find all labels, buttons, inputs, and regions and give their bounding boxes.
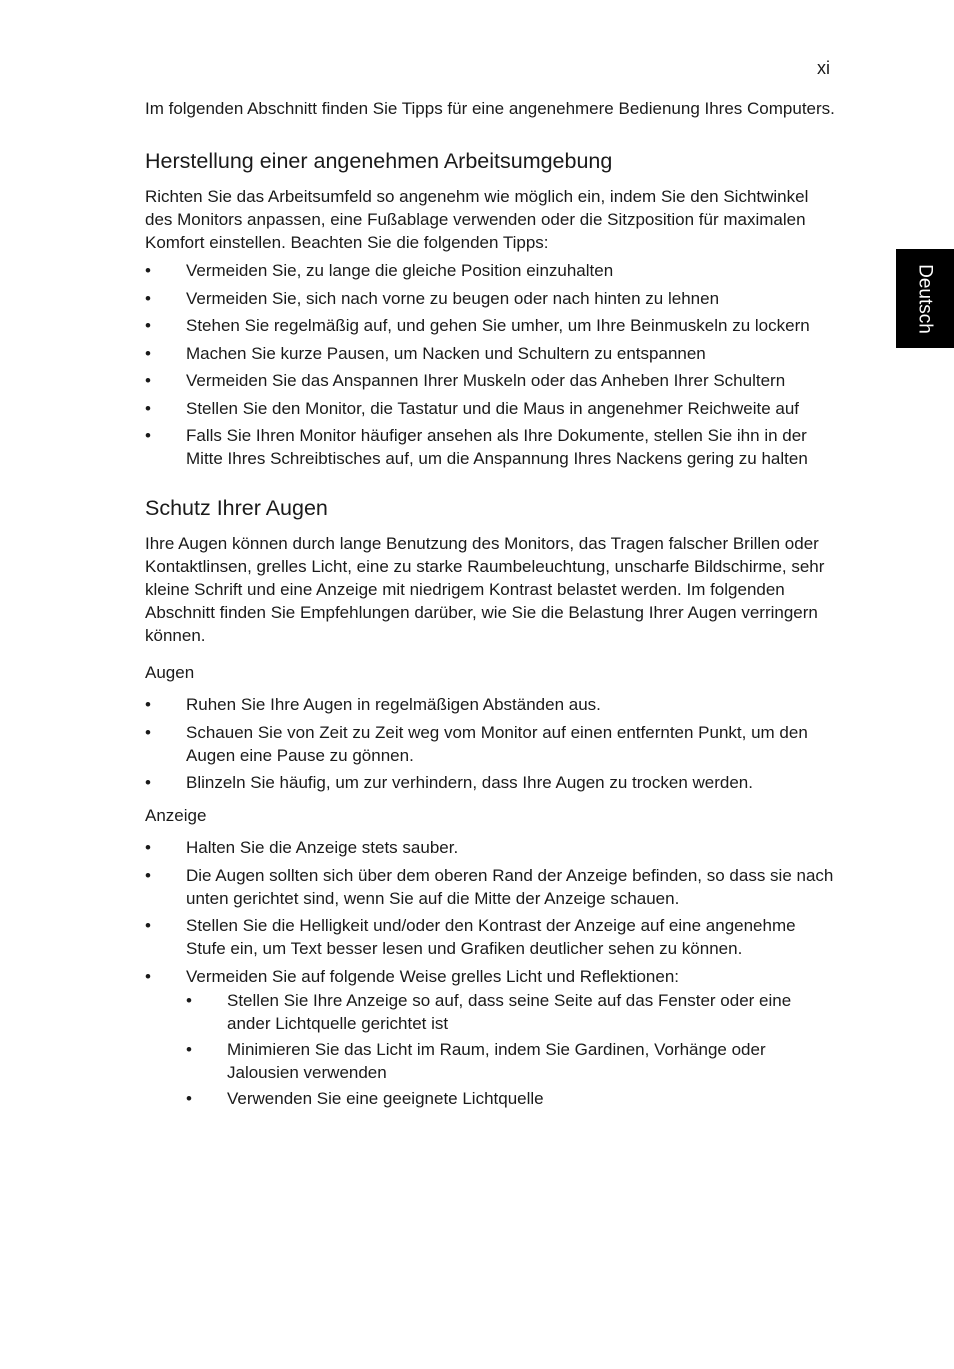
list-item [145, 771, 835, 794]
list-item-text: Stellen Sie Ihre Anzeige so auf, dass seine Seite auf das Fenster oder eine ander Lichtquelle gerichtet ist [227, 990, 792, 1033]
section-heading-eyes: Schutz Ihrer Augen [145, 496, 328, 520]
list-item-text: Vermeiden Sie auf folgende Weise grelles Licht und Reflektionen: [186, 966, 679, 986]
bullet-icon: • [145, 865, 151, 885]
list-item-text: Blinzeln Sie häufig, um zur verhindern, dass Ihre Augen zu trocken werden. [186, 773, 753, 792]
list-item [145, 397, 835, 420]
section-heading-workspace: Herstellung einer angenehmen Arbeitsumgebung [145, 149, 613, 173]
list-item [145, 314, 835, 337]
list-item-text: Stehen Sie regelmäßig auf, und gehen Sie umher, um Ihre Beinmuskeln zu lockern [186, 316, 810, 335]
list-item-text: Stellen Sie den Monitor, die Tastatur und die Maus in angenehmer Reichweite auf [186, 398, 800, 418]
list-item-text: Verwenden Sie eine geeignete Lichtquelle [227, 1088, 544, 1108]
bullet-icon: • [145, 261, 151, 280]
bullet-icon: • [145, 722, 151, 742]
subheading-eyes: Augen [145, 663, 195, 682]
bullet-icon: • [145, 371, 151, 390]
bullet-icon: • [145, 343, 151, 363]
bullet-icon: • [145, 773, 151, 792]
list-item-text: Falls Sie Ihren Monitor häufiger ansehen als Ihre Dokumente, stellen Sie ihn in der Mitte Ihres Schreibtisches auf, um die Anspannung Ihres Nackens gering zu halten [186, 426, 808, 468]
list-item [145, 864, 835, 910]
bullet-icon: • [145, 966, 151, 986]
list-item [145, 693, 835, 716]
page-number: xi [817, 58, 830, 78]
bullet-icon: • [145, 838, 151, 857]
sublist-item [186, 989, 835, 1035]
page-content [145, 97, 835, 1114]
bullet-icon: • [145, 695, 151, 714]
bullet-icon: • [145, 916, 151, 935]
list-item [145, 721, 835, 767]
bullet-icon: • [186, 1039, 192, 1059]
list-item-text: Stellen Sie die Helligkeit und/oder den Kontrast der Anzeige auf eine angenehme Stufe ein, um Text besser lesen und Grafiken deutlicher sehen zu können. [186, 916, 796, 958]
list-item-text: Minimieren Sie das Licht im Raum, indem Sie Gardinen, Vorhänge oder Jalousien verwenden [227, 1039, 766, 1082]
list-item-text: Schauen Sie von Zeit zu Zeit weg vom Monitor auf einen entfernten Punkt, um den Augen eine Pause zu gönnen. [186, 722, 808, 765]
list-item [145, 342, 835, 365]
list-item [145, 287, 835, 310]
sublist-item [186, 1038, 835, 1084]
workspace-tips-list [145, 259, 835, 470]
bullet-icon: • [186, 990, 192, 1010]
display-tips-list [145, 836, 835, 1110]
bullet-icon: • [145, 288, 151, 308]
bullet-icon: • [145, 398, 151, 418]
list-item [145, 424, 835, 470]
eyes-tips-list [145, 693, 835, 794]
list-item [145, 369, 835, 392]
list-item-text: Machen Sie kurze Pausen, um Nacken und Schultern zu entspannen [186, 343, 706, 363]
bullet-icon: • [145, 316, 151, 335]
language-side-tab-label: Deutsch [914, 263, 936, 334]
list-item-text: Vermeiden Sie das Anspannen Ihrer Muskeln oder das Anheben Ihrer Schultern [186, 371, 786, 390]
list-item [145, 836, 835, 859]
workspace-paragraph: Richten Sie das Arbeitsumfeld so angenehm wie möglich ein, indem Sie den Sichtwinkel des Monitors anpassen, eine Fußablage verwenden oder die Sitzposition für maximalen Komfort einstellen. Beachten Sie die folgenden Tipps: [145, 187, 809, 252]
list-item [145, 965, 835, 1110]
subheading-display: Anzeige [145, 806, 207, 825]
list-item-text: Vermeiden Sie, sich nach vorne zu beugen oder nach hinten zu lehnen [186, 288, 720, 308]
bullet-icon: • [186, 1088, 192, 1108]
list-item-text: Die Augen sollten sich über dem oberen Rand der Anzeige befinden, so dass sie nach unten gerichtet sind, wenn Sie auf die Mitte der Anzeige schauen. [186, 865, 834, 908]
glare-tips-sublist [186, 989, 835, 1110]
list-item [145, 914, 835, 960]
list-item-text: Halten Sie die Anzeige stets sauber. [186, 838, 459, 857]
language-side-tab [896, 249, 954, 348]
list-item [145, 259, 835, 282]
sublist-item [186, 1087, 835, 1110]
list-item-text: Vermeiden Sie, zu lange die gleiche Position einzuhalten [186, 261, 614, 280]
eyes-paragraph: Ihre Augen können durch lange Benutzung des Monitors, das Tragen falscher Brillen oder Kontaktlinsen, grelles Licht, eine zu starke Raumbeleuchtung, unscharfe Bildschirme, sehr kleine Schrift und eine Anzeige mit niedrigem Kontrast belastet werden. Im folgenden Abschnitt finden Sie Empfehlungen darüber, wie Sie die Belastung Ihrer Augen verringern können. [145, 534, 825, 645]
intro-paragraph: Im folgenden Abschnitt finden Sie Tipps für eine angenehmere Bedienung Ihres Computers. [145, 99, 835, 118]
list-item-text: Ruhen Sie Ihre Augen in regelmäßigen Abständen aus. [186, 695, 601, 714]
bullet-icon: • [145, 426, 151, 445]
